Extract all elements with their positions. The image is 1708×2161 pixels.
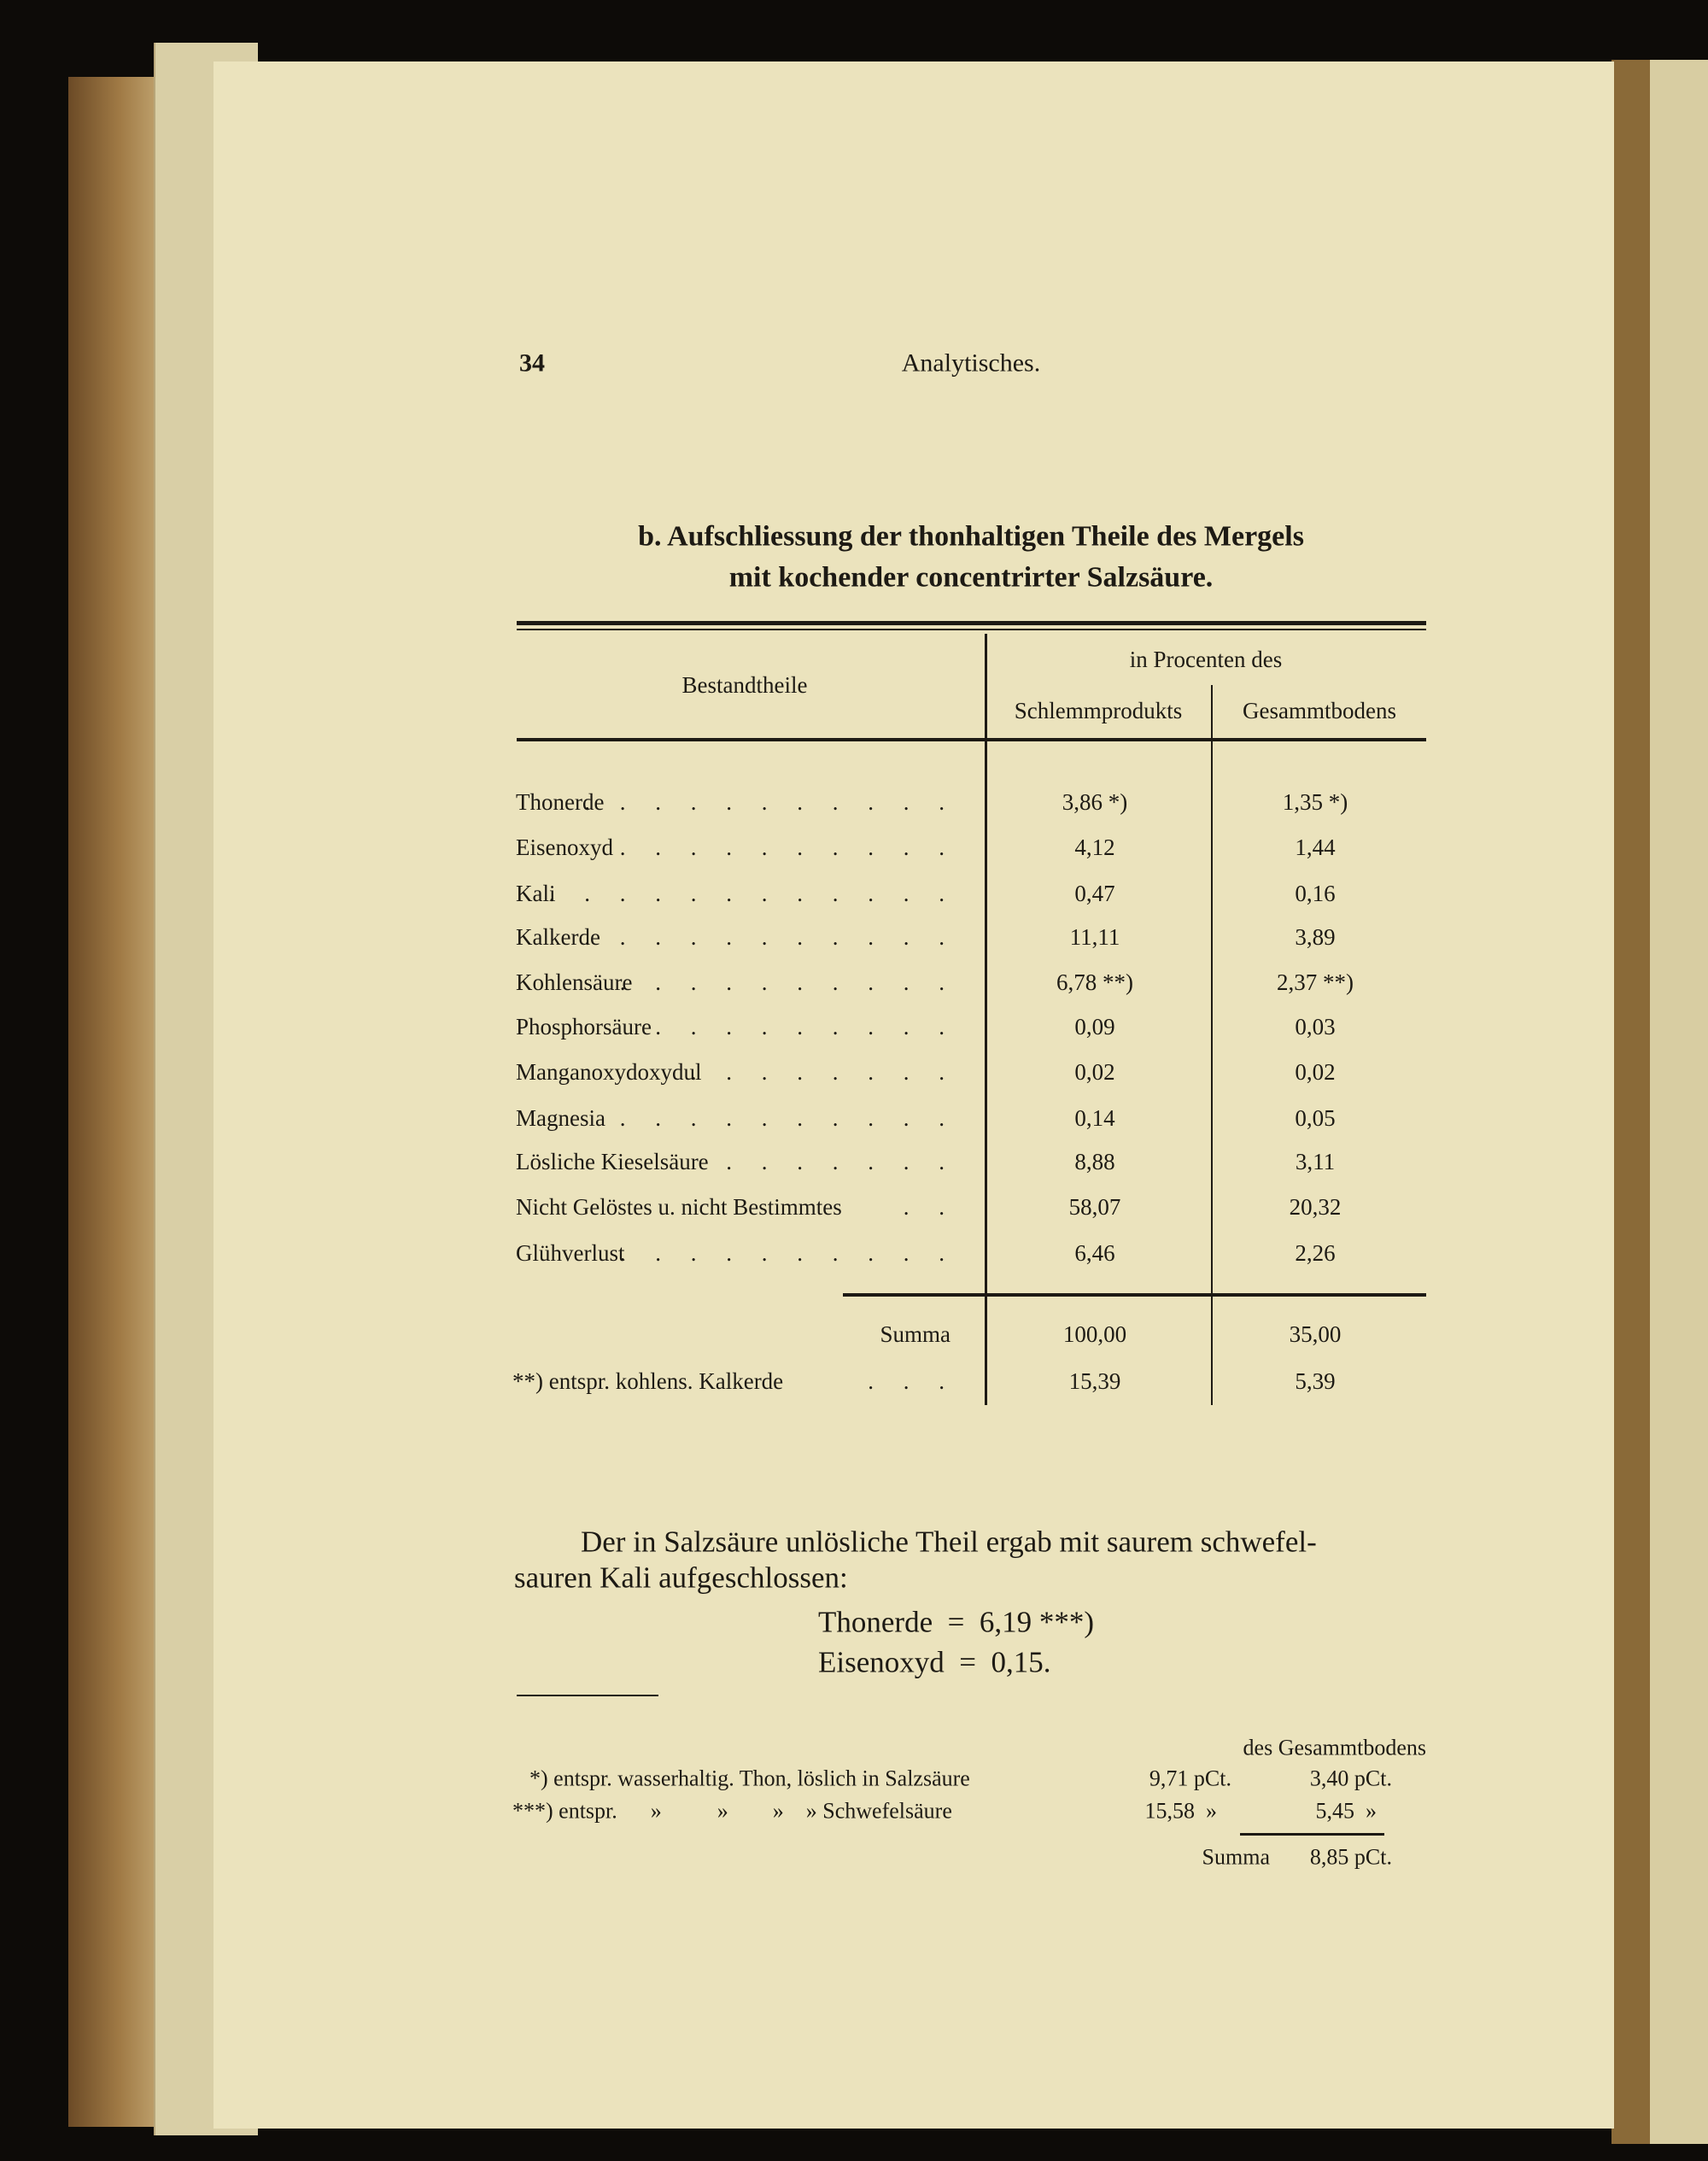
row-value-gesammtbodens: 3,89: [1295, 923, 1336, 950]
footnote-3-text: ***) entspr. » » » » Schwefelsäure: [512, 1798, 952, 1824]
page-number: 34: [519, 348, 545, 378]
row-value-schlemmprodukts: 0,14: [1074, 1104, 1115, 1131]
footnote-summa-rule: [1240, 1833, 1384, 1836]
row-value-gesammtbodens: 0,16: [1295, 880, 1336, 906]
row-value-gesammtbodens: 0,02: [1295, 1058, 1336, 1085]
row-value-gesammtbodens: 1,35 *): [1282, 788, 1348, 815]
note-row-dots: . . .: [868, 1367, 956, 1394]
row-value-schlemmprodukts: 0,02: [1074, 1058, 1115, 1085]
row-value-schlemmprodukts: 0,47: [1074, 880, 1115, 906]
row-label: Kohlensäure: [516, 969, 633, 995]
column-header-bestandtheile: Bestandtheile: [681, 671, 808, 698]
footnote-summa-label: Summa: [1202, 1844, 1270, 1870]
row-leader-dots: . . . . . . . . . .: [619, 1239, 956, 1266]
row-value-schlemmprodukts: 11,11: [1069, 923, 1120, 950]
row-leader-dots: . . . . . . . . . . .: [584, 923, 956, 950]
row-leader-dots: . . . . . . .: [726, 1148, 956, 1174]
footnote-summa-value: 8,85 pCt.: [1309, 1844, 1392, 1870]
row-label: Manganoxydoxydul: [516, 1058, 702, 1085]
equation-eisenoxyd: Eisenoxyd = 0,15.: [818, 1645, 1051, 1679]
row-value-gesammtbodens: 2,37 **): [1277, 969, 1354, 995]
row-label: Thonerde: [516, 788, 605, 815]
row-value-gesammtbodens: 0,03: [1295, 1013, 1336, 1040]
row-leader-dots: . . . . . . . . . .: [619, 1104, 956, 1131]
book-right-edge: [1611, 60, 1650, 2144]
row-label: Phosphorsäure: [516, 1013, 652, 1040]
row-label: Glühverlust: [516, 1239, 625, 1266]
row-value-schlemmprodukts: 6,46: [1074, 1239, 1115, 1266]
row-label: Nicht Gelöstes u. nicht Bestimmtes: [516, 1193, 842, 1220]
summa-value-schlemm: 100,00: [1062, 1321, 1127, 1347]
row-label: Kali: [516, 880, 556, 906]
row-label: Eisenoxyd: [516, 834, 613, 860]
paragraph-line2: sauren Kali aufgeschlossen:: [514, 1561, 848, 1595]
row-leader-dots: . . . . . . . . .: [655, 1013, 956, 1040]
row-leader-dots: . . . . . . . .: [690, 1058, 956, 1085]
subheader-gesammtbodens: Gesammtbodens: [1243, 697, 1396, 723]
note-row-label: **) entspr. kohlens. Kalkerde: [512, 1367, 784, 1394]
footnote-1-value-gesammt: 3,40 pCt.: [1309, 1766, 1392, 1791]
equation-thonerde: Thonerde = 6,19 ***): [818, 1605, 1094, 1639]
row-value-gesammtbodens: 2,26: [1295, 1239, 1336, 1266]
section-title-line2: mit kochender concentrirter Salzsäure.: [728, 561, 1214, 594]
footnote-1-value-schlemm: 9,71 pCt.: [1149, 1766, 1231, 1791]
next-page-edge: [1650, 60, 1708, 2144]
summa-label: Summa: [880, 1321, 951, 1347]
table-column-divider: [985, 634, 987, 1405]
row-label: Magnesia: [516, 1104, 605, 1131]
footnote-separator: [517, 1695, 658, 1696]
row-value-gesammtbodens: 0,05: [1295, 1104, 1336, 1131]
paragraph-line1: Der in Salzsäure unlösliche Theil ergab mit saurem schwefel-: [581, 1525, 1317, 1559]
row-label: Lösliche Kieselsäure: [516, 1148, 709, 1174]
row-leader-dots: . . . . . . . . . . .: [584, 788, 956, 815]
row-value-schlemmprodukts: 8,88: [1074, 1148, 1115, 1174]
note-row-value-gesammt: 5,39: [1295, 1367, 1336, 1394]
running-title: Analytisches.: [901, 348, 1041, 378]
table-top-rule: [517, 621, 1426, 625]
group-header: in Procenten des: [1129, 646, 1283, 672]
row-value-gesammtbodens: 1,44: [1295, 834, 1336, 860]
subheader-schlemmprodukts: Schlemmprodukts: [1014, 697, 1183, 723]
table-subcolumn-divider: [1211, 685, 1213, 1405]
row-value-gesammtbodens: 20,32: [1289, 1193, 1342, 1220]
row-value-schlemmprodukts: 58,07: [1068, 1193, 1121, 1220]
row-value-schlemmprodukts: 4,12: [1074, 834, 1115, 860]
table-header-rule: [517, 738, 1426, 741]
row-value-schlemmprodukts: 0,09: [1074, 1013, 1115, 1040]
row-value-schlemmprodukts: 6,78 **): [1056, 969, 1133, 995]
footnote-column-header: des Gesammtbodens: [1243, 1735, 1426, 1760]
summa-value-gesammt: 35,00: [1289, 1321, 1342, 1347]
footnote-3-value-gesammt: 5,45 »: [1315, 1798, 1377, 1824]
row-leader-dots: . .: [903, 1193, 956, 1220]
row-leader-dots: . . . . . . . . . . . .: [548, 880, 956, 906]
row-value-schlemmprodukts: 3,86 *): [1062, 788, 1128, 815]
summa-rule: [843, 1293, 1426, 1297]
row-label: Kalkerde: [516, 923, 600, 950]
footnote-1-text: *) entspr. wasserhaltig. Thon, löslich in Salzsäure: [529, 1766, 970, 1791]
row-value-gesammtbodens: 3,11: [1295, 1148, 1336, 1174]
note-row-value-schlemm: 15,39: [1068, 1367, 1121, 1394]
row-leader-dots: . . . . . . . . . .: [619, 969, 956, 995]
section-title-line1: b. Aufschliessung der thonhaltigen Theile des Mergels: [638, 520, 1304, 553]
footnote-3-value-schlemm: 15,58 »: [1144, 1798, 1217, 1824]
row-leader-dots: . . . . . . . . . .: [619, 834, 956, 860]
table-top-rule-thin: [517, 629, 1426, 630]
